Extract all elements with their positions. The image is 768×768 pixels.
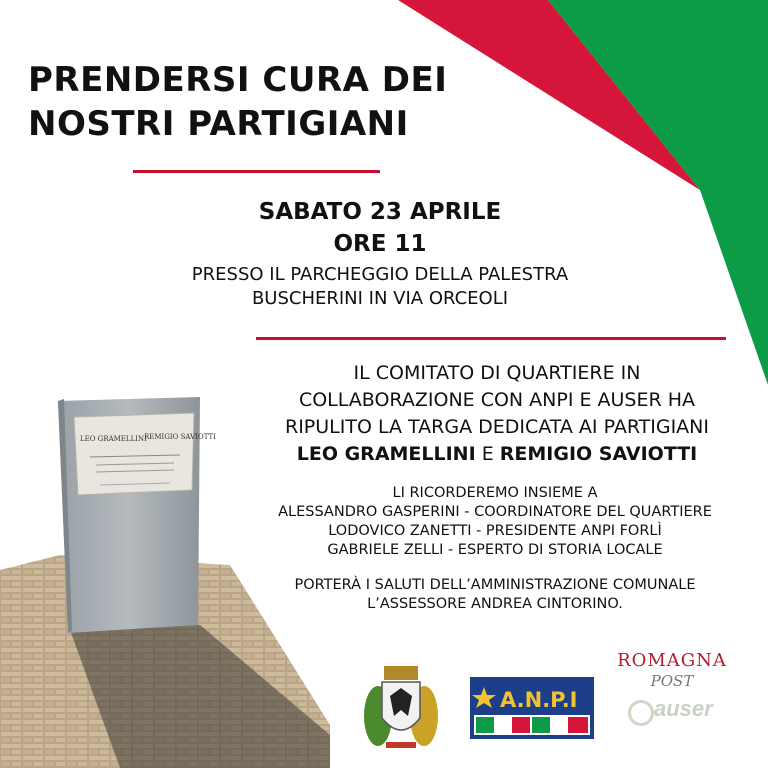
greetings-line-2: L’ASSESSORE ANDREA CINTORINO. [367, 596, 623, 612]
partisan-name-1: LEO GRAMELLINI [296, 443, 476, 465]
auser-logo [626, 694, 746, 726]
greetings-line-1: PORTERÀ I SALUTI DELL’AMMINISTRAZIONE COMUNALE [294, 577, 696, 593]
plaque-name-right: REMIGIO SAVIOTTI [144, 433, 216, 441]
anpi-text: A.N.P.I [500, 688, 578, 712]
romagna-post-line-1: ROMAGNA [617, 650, 727, 671]
event-place-line-1: PRESSO IL PARCHEGGIO DELLA PALESTRA [191, 264, 569, 285]
speaker-item: ALESSANDRO GASPERINI - COORDINATORE DEL QUARTIERE [278, 504, 712, 520]
title-divider [133, 170, 380, 173]
title-line-1: PRENDERSI CURA DEI [28, 60, 448, 100]
anpi-logo-graphic [470, 677, 594, 739]
romagna-post-logo [602, 650, 742, 690]
anpi-logo [470, 677, 594, 739]
auser-leaf-icon [628, 700, 654, 726]
intro-line-3: RIPULITO LA TARGA DEDICATA AI PARTIGIANI [285, 416, 709, 438]
speaker-item: GABRIELE ZELLI - ESPERTO DI STORIA LOCALE [327, 542, 663, 558]
speakers-heading: LI RICORDEREMO INSIEME A [392, 485, 598, 501]
event-date: SABATO 23 APRILE [258, 199, 502, 225]
event-place-line-2: BUSCHERINI IN VIA ORCEOLI [251, 288, 509, 309]
partisan-name-2: REMIGIO SAVIOTTI [499, 443, 698, 465]
event-divider [256, 337, 726, 340]
forli-coat-of-arms-logo [356, 660, 446, 754]
memorial-plaque-photo [0, 395, 330, 768]
intro-conjunction: E [481, 443, 494, 465]
speaker-item: LODOVICO ZANETTI - PRESIDENTE ANPI FORLÌ [328, 523, 662, 539]
title-line-2: NOSTRI PARTIGIANI [28, 104, 409, 144]
romagna-post-line-2: POST [650, 672, 694, 690]
event-time: ORE 11 [333, 231, 427, 257]
auser-text: auser [654, 696, 713, 721]
intro-line-2: COLLABORAZIONE CON ANPI E AUSER HA [298, 389, 696, 411]
event-place [140, 263, 620, 311]
plaque-name-left: LEO GRAMELLINI [80, 435, 147, 443]
page-title [28, 58, 447, 146]
intro-line-1: IL COMITATO DI QUARTIERE IN [353, 362, 641, 384]
marble-plaque [74, 413, 194, 495]
